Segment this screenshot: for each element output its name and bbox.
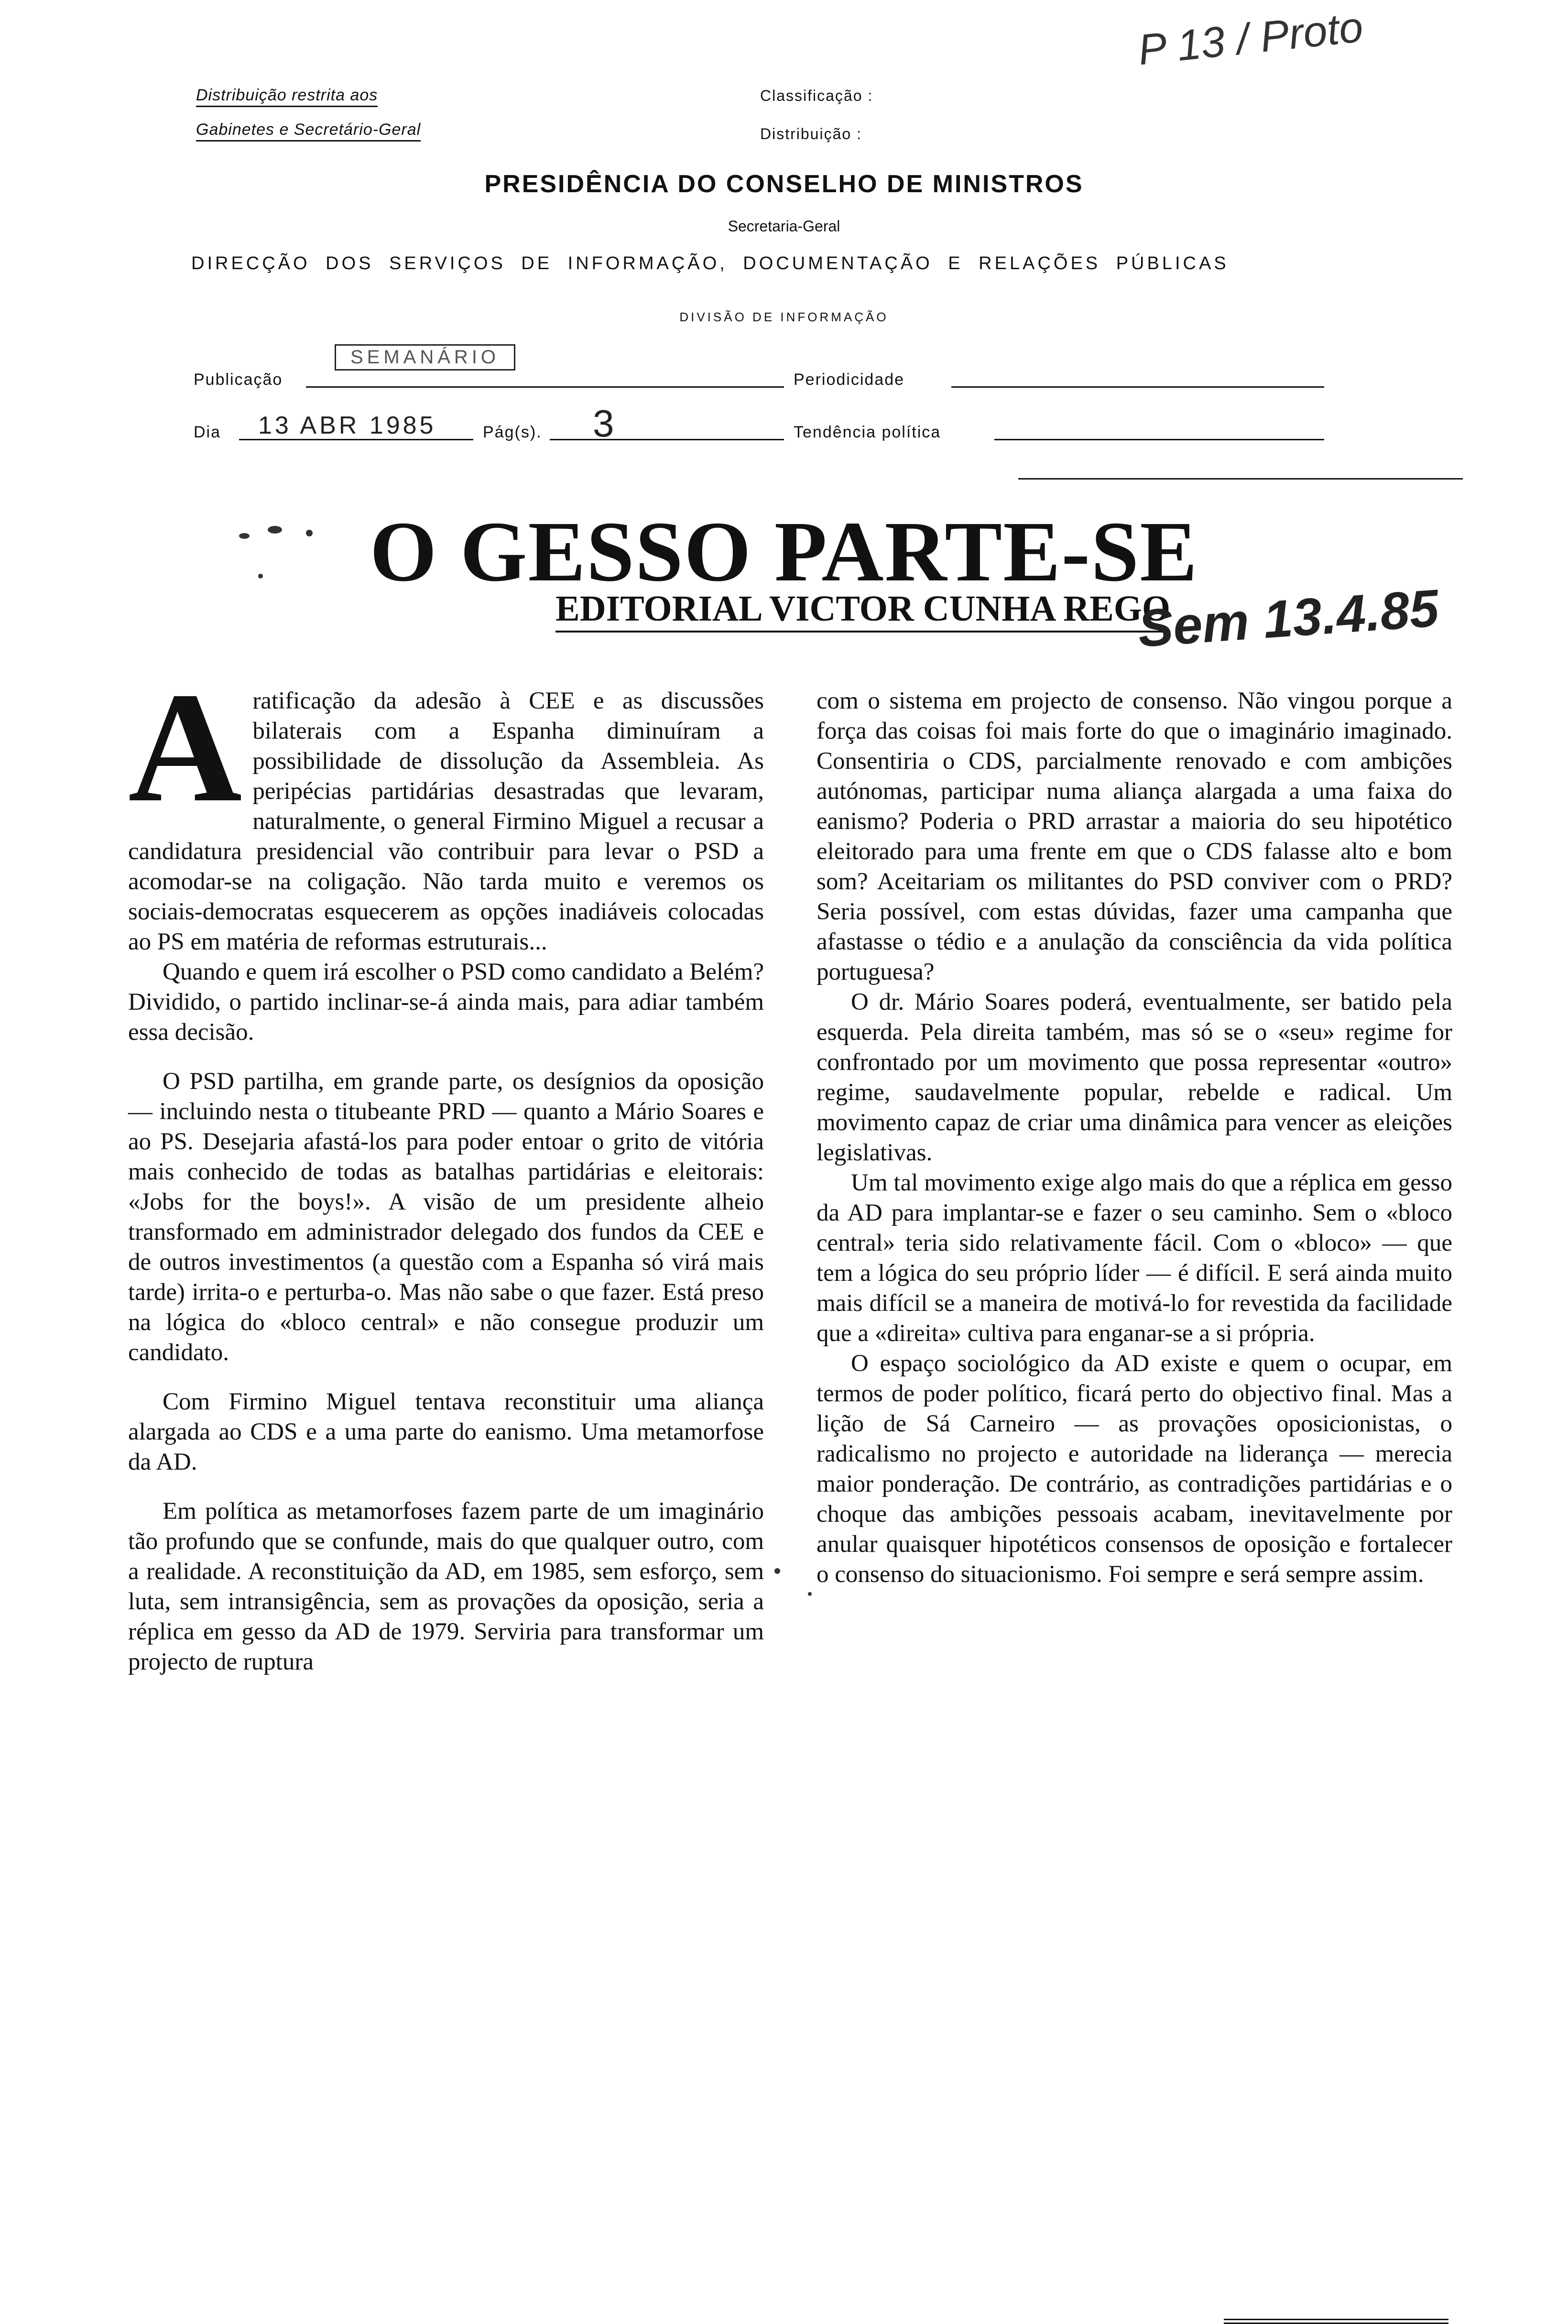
tendencia-line xyxy=(994,439,1324,440)
paragraph: Um tal movimento exige algo mais do que a réplica em gesso da AD para implantar-se e fazer o seu caminho. Sem o «bloco central» teria sido relativamente fácil. Com o «bloco» — que tem a lógica do seu próprio líder — é difícil. E será ainda muito mais difícil se a maneira de motivá-lo for revestida da facilidade que a «direita» cultiva para enganar-se a si própria. xyxy=(817,1169,1452,1347)
publicacao-stamp: SEMANÁRIO xyxy=(335,344,515,371)
distribution-label: Distribuição : xyxy=(760,125,862,142)
paragraph: Quando e quem irá escolher o PSD como candidato a Belém? Dividido, o partido inclinar-se-á ainda mais, para adiar também essa decisão. xyxy=(128,959,764,1046)
print-speck xyxy=(774,1568,780,1574)
article-title: O GESSO PARTE-SE xyxy=(370,504,1198,599)
paragraph: ratificação da adesão à CEE e as discussões bilaterais com a Espanha diminuíram a possibilidade de dissolução da Assembleia. As peripécias partidárias desastradas que levaram, naturalmente, o general Firmino Miguel a recusar a candidatura presidencial vão contribuir para levar o PSD a acomodar-se na coligação. Não tarda muito e veremos os sociais-democratas esquecerem as opções inadiáveis colocadas ao PS em matéria de reformas estruturais... xyxy=(128,687,764,955)
distribution-notice xyxy=(196,86,421,142)
pags-label: Pág(s). xyxy=(483,423,542,441)
secretaria-geral: Secretaria-Geral xyxy=(728,218,840,235)
print-speck xyxy=(258,574,263,578)
paragraph: Em política as metamorfoses fazem parte de um imaginário tão profundo que se confunde, mais do que qualquer outro, com a realidade. A reconstituição da AD, em 1985, sem esforço, sem luta, sem intransigência, sem as provações da oposição, seria a réplica em gesso da AD de 1979. Serviria para transformar um projecto de ruptura xyxy=(128,1498,764,1675)
ministry-title: PRESIDÊNCIA DO CONSELHO DE MINISTROS xyxy=(484,170,1084,198)
paragraph: O PSD partilha, em grande parte, os desígnios da oposição — incluindo nesta o titubeante PRD — quanto a Mário Soares e ao PS. Desejaria afastá-los para poder entoar o grito de vitória mais conhecido de todas as batalhas partidárias e eleitorais: «Jobs for the boys!». A visão de um presidente alheio transformado em administrador delegado dos fundos da CEE e de outros investimentos (a questão com a Espanha só virá mais tarde) irrita-o e perturba-o. Mas não sabe o que fazer. Está preso na lógica do «bloco central» e não consegue produzir um candidato. xyxy=(128,1068,764,1366)
paragraph: com o sistema em projecto de consenso. Não vingou porque a força das coisas foi mais forte do que o imaginário imaginado. Consentiria o CDS, parcialmente renovado e com ambições autónomas, participar numa aliança alargada a uma faixa do eanismo? Poderia o PRD arrastar a maioria do seu hipotético eleitorado para uma frente em que o CDS falasse alto e bom som? Aceitariam os militantes do PSD conviver com o PRD? Seria possível, com estas dúvidas, fazer uma campanha que afastasse o tédio e a anulação da consciência da vida política portuguesa? xyxy=(817,687,1452,985)
periodicidade-label: Periodicidade xyxy=(794,371,905,389)
distribution-line-1: Distribuição restrita aos xyxy=(196,86,378,107)
dia-value: 13 ABR 1985 xyxy=(258,412,436,439)
classification-label: Classificação : xyxy=(760,87,873,104)
pags-value: 3 xyxy=(593,402,614,445)
tendencia-label: Tendência política xyxy=(794,423,941,441)
publicacao-label: Publicação xyxy=(194,371,283,389)
publicacao-line xyxy=(306,386,784,388)
drop-cap: A xyxy=(128,660,242,835)
handwritten-date: Sem 13.4.85 xyxy=(1136,578,1441,658)
article-right-column xyxy=(817,686,1452,1590)
divisao-informacao: DIVISÃO DE INFORMAÇÃO xyxy=(679,310,889,324)
direccao-servicos: DIRECÇÃO DOS SERVIÇOS DE INFORMAÇÃO, DOCUMENTAÇÃO E RELAÇÕES PÚBLICAS xyxy=(191,253,1229,273)
handwritten-reference: P 13 / Proto xyxy=(1136,3,1365,75)
print-speck xyxy=(239,533,250,539)
article-end-rule xyxy=(1224,2319,1448,2320)
paragraph: O dr. Mário Soares poderá, eventualmente, ser batido pela esquerda. Pela direita também, mas só se o «seu» regime for confrontado por um movimento que possa representar «outro» regime, saudavelmente popular, rebelde e radical. Um movimento capaz de criar uma dinâmica para vencer as eleições legislativas. xyxy=(817,989,1452,1166)
article-byline: EDITORIAL VICTOR CUNHA REGO xyxy=(555,588,1170,633)
print-speck xyxy=(268,526,282,534)
paragraph: Com Firmino Miguel tentava reconstituir uma aliança alargada ao CDS e a uma parte do eanismo. Uma metamorfose da AD. xyxy=(128,1388,764,1475)
dia-label: Dia xyxy=(194,423,221,441)
pags-line xyxy=(550,439,784,440)
article-left-column xyxy=(128,660,764,1677)
header-rule xyxy=(1018,478,1463,480)
print-speck xyxy=(808,1592,812,1596)
distribution-line-2: Gabinetes e Secretário-Geral xyxy=(196,120,421,142)
periodicidade-line xyxy=(951,386,1324,388)
print-speck xyxy=(306,530,313,536)
paragraph: O espaço sociológico da AD existe e quem o ocupar, em termos de poder político, ficará perto do objectivo final. Mas a lição de Sá Carneiro — as provações oposicionistas, o radicalismo no projecto e autoridade na liderança — merecia maior ponderação. De contrário, as contradições partidárias e o choque das ambições pessoais acabam, inevitavelmente por anular quaisquer hipotéticos consensos de oposição e fortalecer o consenso do situacionismo. Foi sempre e será sempre assim. xyxy=(817,1350,1452,1588)
